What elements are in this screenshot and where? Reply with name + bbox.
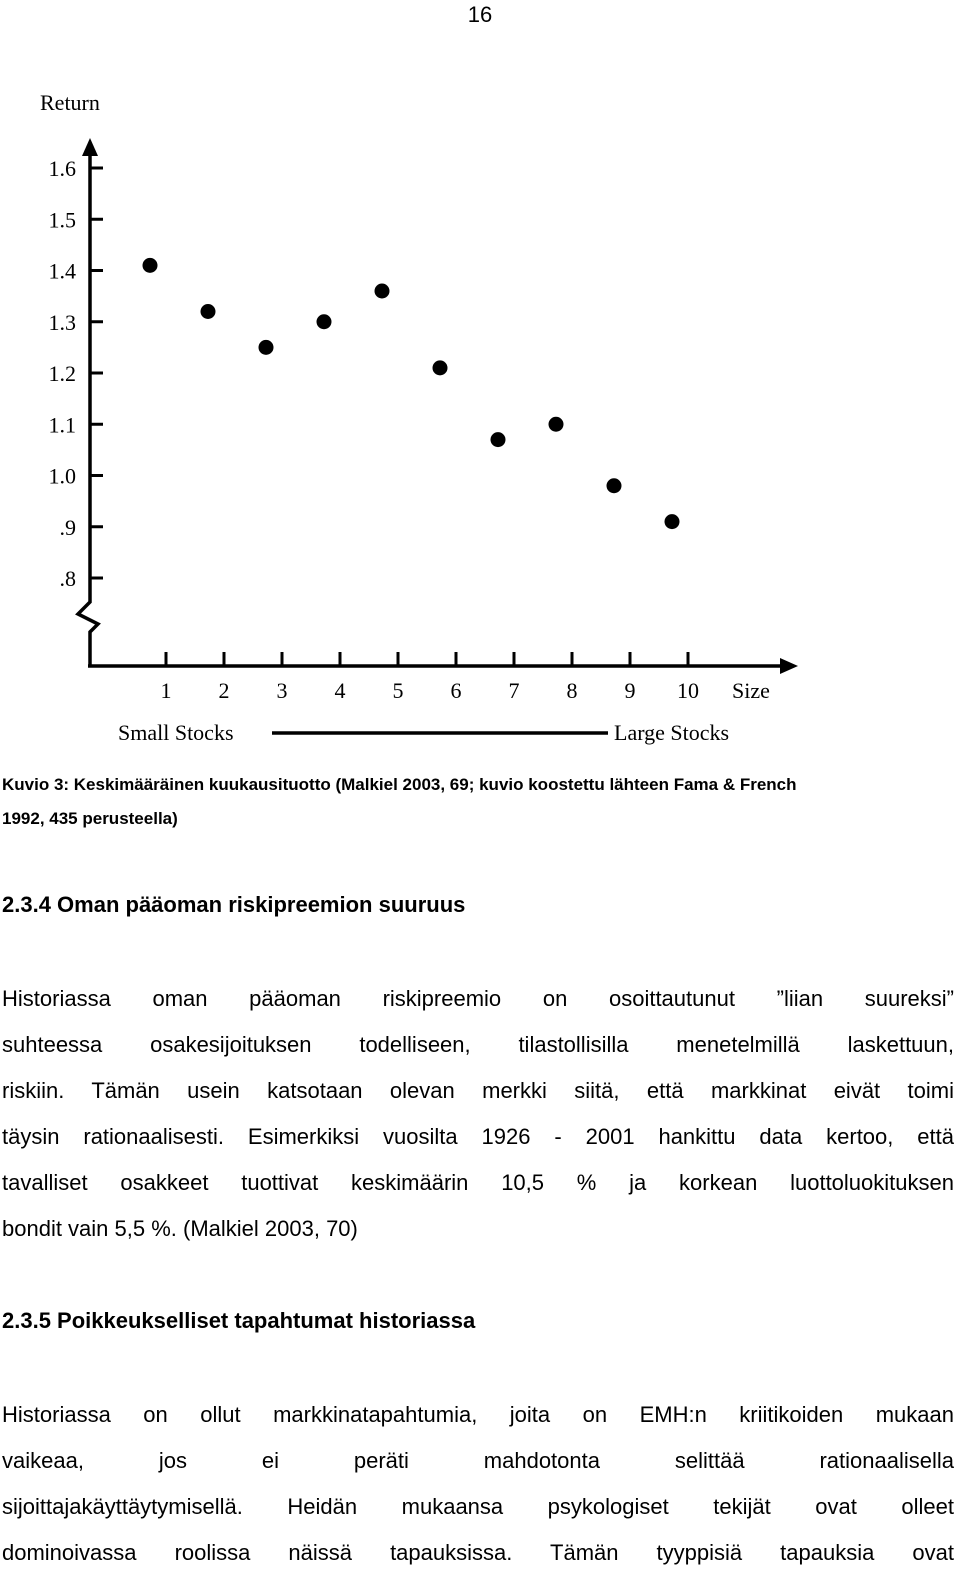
section-heading-2-3-5: 2.3.5 Poikkeukselliset tapahtumat historiassa	[2, 1308, 476, 1333]
data-point	[491, 432, 506, 447]
large-stocks-label: Large Stocks	[614, 720, 730, 745]
data-points	[143, 258, 680, 529]
x-tick-label: 9	[624, 678, 636, 703]
chart-axes	[78, 138, 798, 733]
y-tick-label: 1.3	[48, 309, 76, 335]
x-tick-label: 7	[508, 678, 520, 703]
caption-line-2: 1992, 435 perusteella)	[2, 809, 178, 828]
x-tick-label: 8	[566, 678, 578, 703]
paragraph-line: bondit vain 5,5 %. (Malkiel 2003, 70)	[2, 1216, 358, 1241]
y-tick-label: 1.4	[48, 258, 76, 284]
paragraph-line: dominoivassa roolissa näissä tapauksissa. Tämän tyyppisiä tapauksia ovat	[2, 1540, 954, 1565]
y-tick-label: 1.5	[48, 207, 76, 233]
paragraph-line: vaikeaa, jos ei peräti mahdotonta selittää rationaalisella	[2, 1448, 954, 1473]
data-point	[433, 360, 448, 375]
x-tick-label: 1	[160, 678, 172, 703]
paragraph-line: riskiin. Tämän usein katsotaan olevan merkki siitä, että markkinat eivät toimi	[2, 1078, 954, 1103]
y-axis-label: Return	[40, 90, 100, 115]
paragraph-line: tavalliset osakkeet tuottivat keskimäärin 10,5 % ja korkean luottoluokituksen	[2, 1170, 954, 1195]
x-tick-label: 10	[677, 678, 699, 703]
data-point	[549, 417, 564, 432]
data-point	[375, 284, 390, 299]
y-axis-line	[78, 152, 98, 666]
paragraph-line: Historiassa on ollut markkinatapahtumia, joita on EMH:n kriitikoiden mukaan	[2, 1402, 954, 1427]
scatter-chart	[0, 80, 960, 760]
y-ticks	[49, 156, 104, 591]
y-tick-label: 1.0	[48, 463, 76, 489]
x-tick-label: 4	[334, 678, 346, 703]
x-tick-label: 2	[218, 678, 230, 703]
data-point	[317, 314, 332, 329]
caption-line-1: Kuvio 3: Keskimääräinen kuukausituotto (Malkiel 2003, 69; kuvio koostettu lähteen Fama & French	[2, 775, 797, 794]
paragraph-line: suhteessa osakesijoituksen todelliseen, tilastollisilla menetelmillä laskettuun,	[2, 1032, 954, 1057]
x-ticks	[161, 652, 700, 703]
y-axis-arrow	[82, 138, 98, 156]
paragraph-line: sijoittajakäyttäytymisellä. Heidän mukaansa psykologiset tekijät ovat olleet	[2, 1494, 954, 1519]
page-number: 16	[467, 2, 493, 27]
y-tick-label: 1.2	[48, 361, 76, 386]
section-paragraph-2-3-4	[2, 976, 954, 1252]
data-point	[259, 340, 274, 355]
section-heading-2-3-4: 2.3.4 Oman pääoman riskipreemion suuruus	[2, 892, 466, 917]
paragraph-line: Historiassa oman pääoman riskipreemio on osoittautunut ”liian suureksi”	[2, 986, 954, 1011]
y-tick-label: .9	[59, 514, 76, 540]
x-tick-label: 6	[450, 678, 462, 703]
y-tick-label: .8	[59, 566, 76, 591]
x-tick-label: 3	[276, 678, 288, 703]
x-tick-label: 5	[392, 678, 404, 703]
data-point	[665, 514, 680, 529]
x-axis-label: Size	[732, 678, 770, 703]
section-paragraph-2-3-5	[2, 1392, 954, 1576]
x-axis-arrow	[780, 658, 798, 674]
small-stocks-label: Small Stocks	[118, 720, 234, 745]
data-point	[607, 478, 622, 493]
figure-caption	[2, 768, 954, 836]
y-tick-label: 1.1	[48, 412, 76, 438]
data-point	[201, 304, 216, 319]
y-tick-label: 1.6	[48, 156, 76, 181]
paragraph-line: täysin rationaalisesti. Esimerkiksi vuosilta 1926 - 2001 hankittu data kertoo, että	[2, 1124, 954, 1149]
data-point	[143, 258, 158, 273]
